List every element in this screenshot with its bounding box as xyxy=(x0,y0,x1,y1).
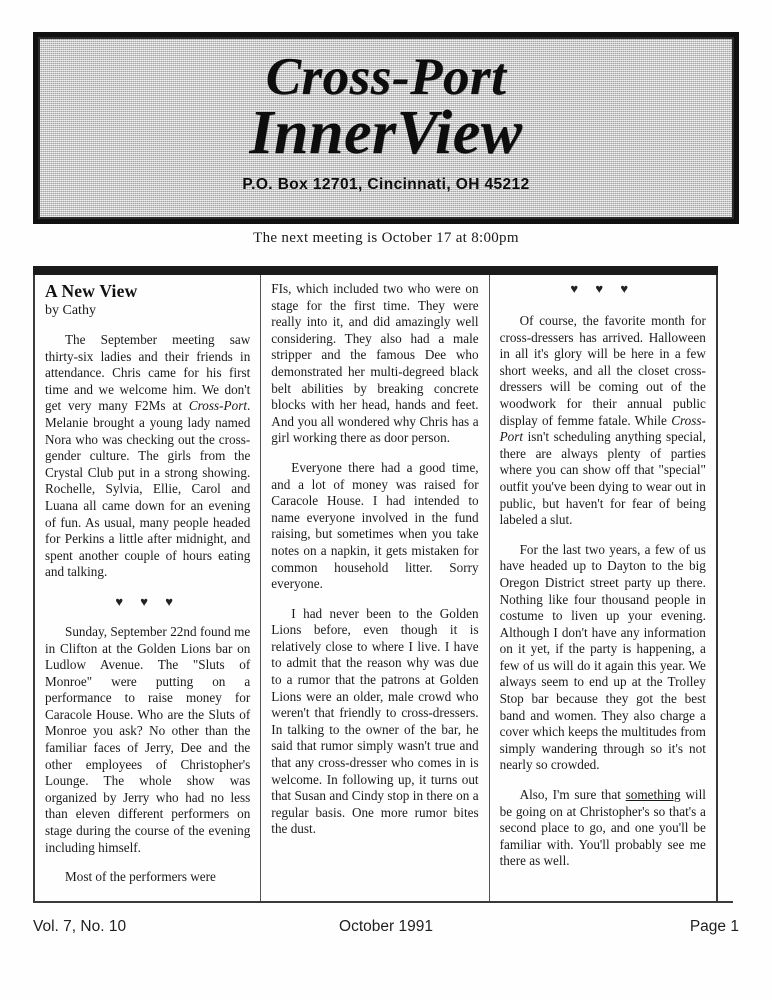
paragraph: I had never been to the Golden Lions before, even though it is relatively close to where I live. I have to admit that the reason why was due to a rumor that the patrons at Golden Lions were an older, male crowd who weren't that friendly to cross-dressers. In talking to the owner of the bar, he said that rumor simply wasn't true and that any cross-dresser who comes in is welcome. In following up, it turns out that Susan and Cindy stop in there on a regular basis. One more rumor bites the dust. xyxy=(271,605,479,837)
column-1 xyxy=(33,275,261,901)
footer-page-number: Page 1 xyxy=(689,918,739,935)
masthead-title-line2: InnerView xyxy=(249,99,523,167)
footer-volume: Vol. 7, No. 10 xyxy=(33,918,127,935)
paragraph: For the last two years, a few of us have headed up to Dayton to the big Oregon District street party up there. Nothing like four thousand people in costume to liven up your evening. Although I don't have any information on it yet, if the party is happening, a few of us will do it again this year. We always seem to end up at the Trolley Stop bar because they got the best band and women. They also charge a cover which keeps the multitudes from simply wandering through so it's not nearly so crowded. xyxy=(499,541,706,773)
publication-name: Cross-Port xyxy=(188,398,247,414)
heart-divider: ♥ ♥ ♥ xyxy=(115,593,180,609)
paragraph xyxy=(45,332,250,581)
meeting-notice: The next meeting is October 17 at 8:00pm xyxy=(253,230,519,246)
heart-divider: ♥ ♥ ♥ xyxy=(570,281,636,296)
article-byline: by Cathy xyxy=(45,303,96,318)
paragraph: Everyone there had a good time, and a lot of money was raised for Caracole House. I had intended to name everyone involved in the fund raising, but sometimes when you take notes on a napkin, it gets mistaken for common household litter. Sorry everyone. xyxy=(271,459,479,592)
emphasized-word: something xyxy=(625,787,681,803)
column-container xyxy=(33,275,718,901)
paragraph-text: The September meeting saw thirty-six ladies and their friends in attendance. Chris came for his first time and we welcome him. We don't get very many F2Ms at xyxy=(45,332,251,414)
paragraph: Sunday, September 22nd found me in Clifton at the Golden Lions bar on Ludlow Avenue. The "Sluts of Monroe" were putting on a performance to raise money for Caracole House. Who are the Sluts of Monroe you ask? No other than the familiar faces of Jerry, Dee and the other employees of Christopher's Lounge. The whole show was organized by Jerry who had no less than eleven different performers on stage during the course of the evening including himself. xyxy=(45,623,251,855)
masthead-panel xyxy=(38,37,734,219)
paragraph xyxy=(500,787,706,870)
top-divider-bar xyxy=(33,266,718,275)
masthead-title-line1: Cross-Port xyxy=(265,48,507,106)
paragraph: FIs, which included two who were on stage for the first time. They were really into it, and did amazingly well considering. They also had a male stripper and the famous Dee who demonstrated her multi-degreed black belt abilities by breaking concrete blocks with her head, hands and feet. And you all wondered why Chris has a girl working there as door person. xyxy=(271,281,479,446)
paragraph-text: Of course, the favorite month for cross-dressers has arrived. Halloween in all it's glory will be here in a few short weeks, and all the closet cross-dressers will be coming out of the woodwork for their annual public display of femme fatale. While xyxy=(499,313,706,428)
masthead-address: P.O. Box 12701, Cincinnati, OH 45212 xyxy=(242,176,530,193)
page-footer xyxy=(33,918,739,936)
paragraph-text-continued: will be going on at Christopher's so that's a second place to go, and one you'll be familiar with. You'll probably see me there as well. xyxy=(499,787,706,869)
paragraph xyxy=(500,313,706,529)
paragraph-text-continued: . Melanie brought a young lady named Nora who was checking out the cross-gender culture. The girls from the Crystal Club put in a strong showing. Rochelle, Sylvia, Ellie, Carol and Luana all came down for an evening of fun. As usual, many people headed for Perkins a little after midnight, and spent another couple of hours eating and talking. xyxy=(45,398,251,580)
paragraph: Most of the performers were xyxy=(65,869,216,885)
bottom-divider-rule xyxy=(33,901,733,903)
article-headline: A New View xyxy=(45,281,138,301)
column-3 xyxy=(490,275,718,901)
content-block xyxy=(33,266,718,903)
paragraph-text-continued: isn't scheduling anything special, there are always plenty of parties where you can show off that "special" outfit you've been dying to wear out in public, but haven't for fear of being labeled a slut. xyxy=(499,429,706,528)
footer-date: October 1991 xyxy=(339,918,433,935)
column-2 xyxy=(261,275,489,901)
masthead xyxy=(33,32,739,224)
paragraph-text: Also, I'm sure that xyxy=(519,787,626,803)
publication-name: Cross-Port xyxy=(499,412,706,445)
